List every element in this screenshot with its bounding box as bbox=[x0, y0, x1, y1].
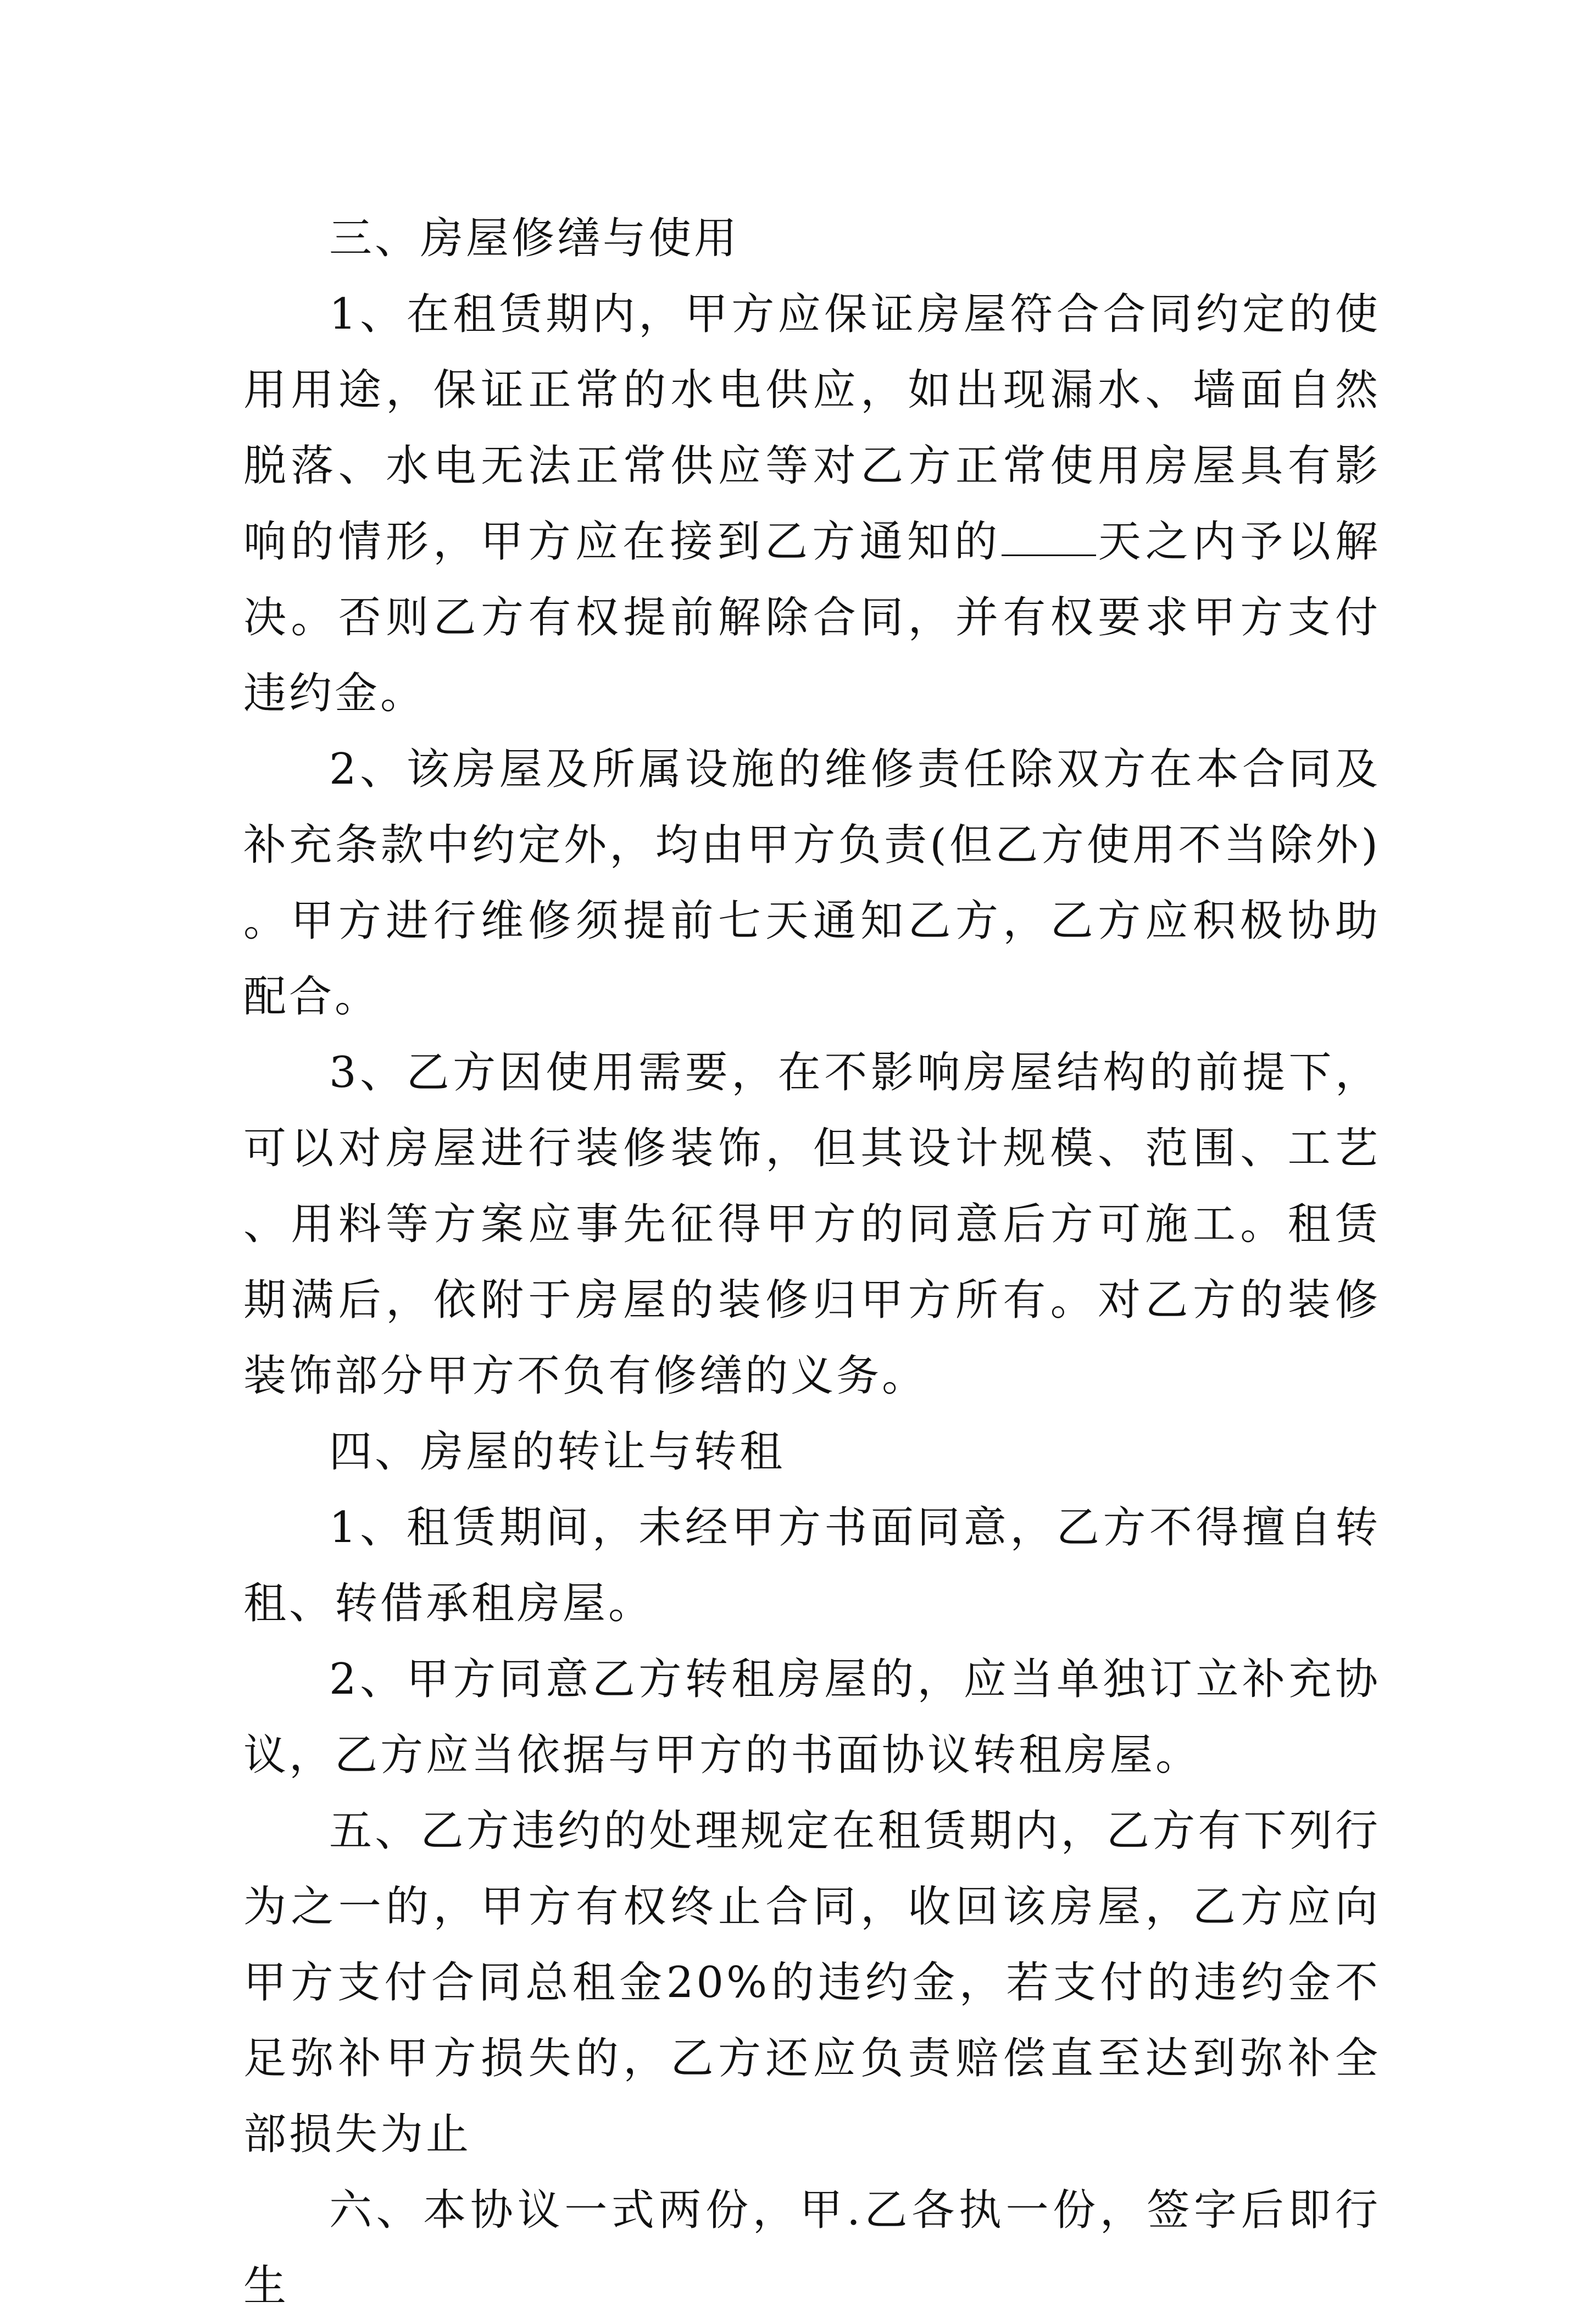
section-copies: 六、本协议一式两份，甲.乙各执一份，签字后即行生 bbox=[243, 2186, 1381, 2311]
fill-in-blank bbox=[1002, 522, 1096, 556]
clause-4-2: 2、甲方同意乙方转租房屋的，应当单独订立补充协议，乙方应当依据与甲方的书面协议转租房屋。 bbox=[243, 1655, 1381, 1780]
section-breach: 五、乙方违约的处理规定在租赁期内，乙方有下列行为之一的，甲方有权终止合同，收回该房屋，乙方应向甲方支付合同总租金20%的违约金，若支付的违约金不足弥补甲方损失的，乙方还应负责赔偿直至达到弥补全部损失为止 bbox=[243, 1806, 1381, 2159]
clause-3-2: 2、该房屋及所属设施的维修责任除双方在本合同及补充条款中约定外，均由甲方负责(但乙方使用不当除外)。甲方进行维修须提前七天通知乙方，乙方应积极协助配合。 bbox=[243, 745, 1381, 1022]
clause-3-1-text-after: 天之内予以解决。否则乙方有权提前解除合同，并有权要求甲方支付违约金。 bbox=[243, 517, 1381, 718]
clause-3-1 bbox=[243, 276, 1381, 731]
clause-4-1: 1、租赁期间，未经甲方书面同意，乙方不得擅自转租、转借承租房屋。 bbox=[243, 1503, 1381, 1628]
clause-3-1-text-before: 1、在租赁期内，甲方应保证房屋符合合同约定的使用用途，保证正常的水电供应，如出现漏水、墙面自然脱落、水电无法正常供应等对乙方正常使用房屋具有影响的情形，甲方应在接到乙方通知的 bbox=[243, 290, 1381, 567]
document-body bbox=[243, 201, 1381, 2324]
section-heading-transfer: 四、房屋的转让与转租 bbox=[329, 1427, 786, 1477]
section-heading-repair: 三、房屋修缮与使用 bbox=[329, 214, 740, 263]
clause-3-3: 3、乙方因使用需要，在不影响房屋结构的前提下，可以对房屋进行装修装饰，但其设计规模、范围、工艺、用料等方案应事先征得甲方的同意后方可施工。租赁期满后，依附于房屋的装修归甲方所有。对乙方的装修装饰部分甲方不负有修缮的义务。 bbox=[243, 1048, 1381, 1401]
